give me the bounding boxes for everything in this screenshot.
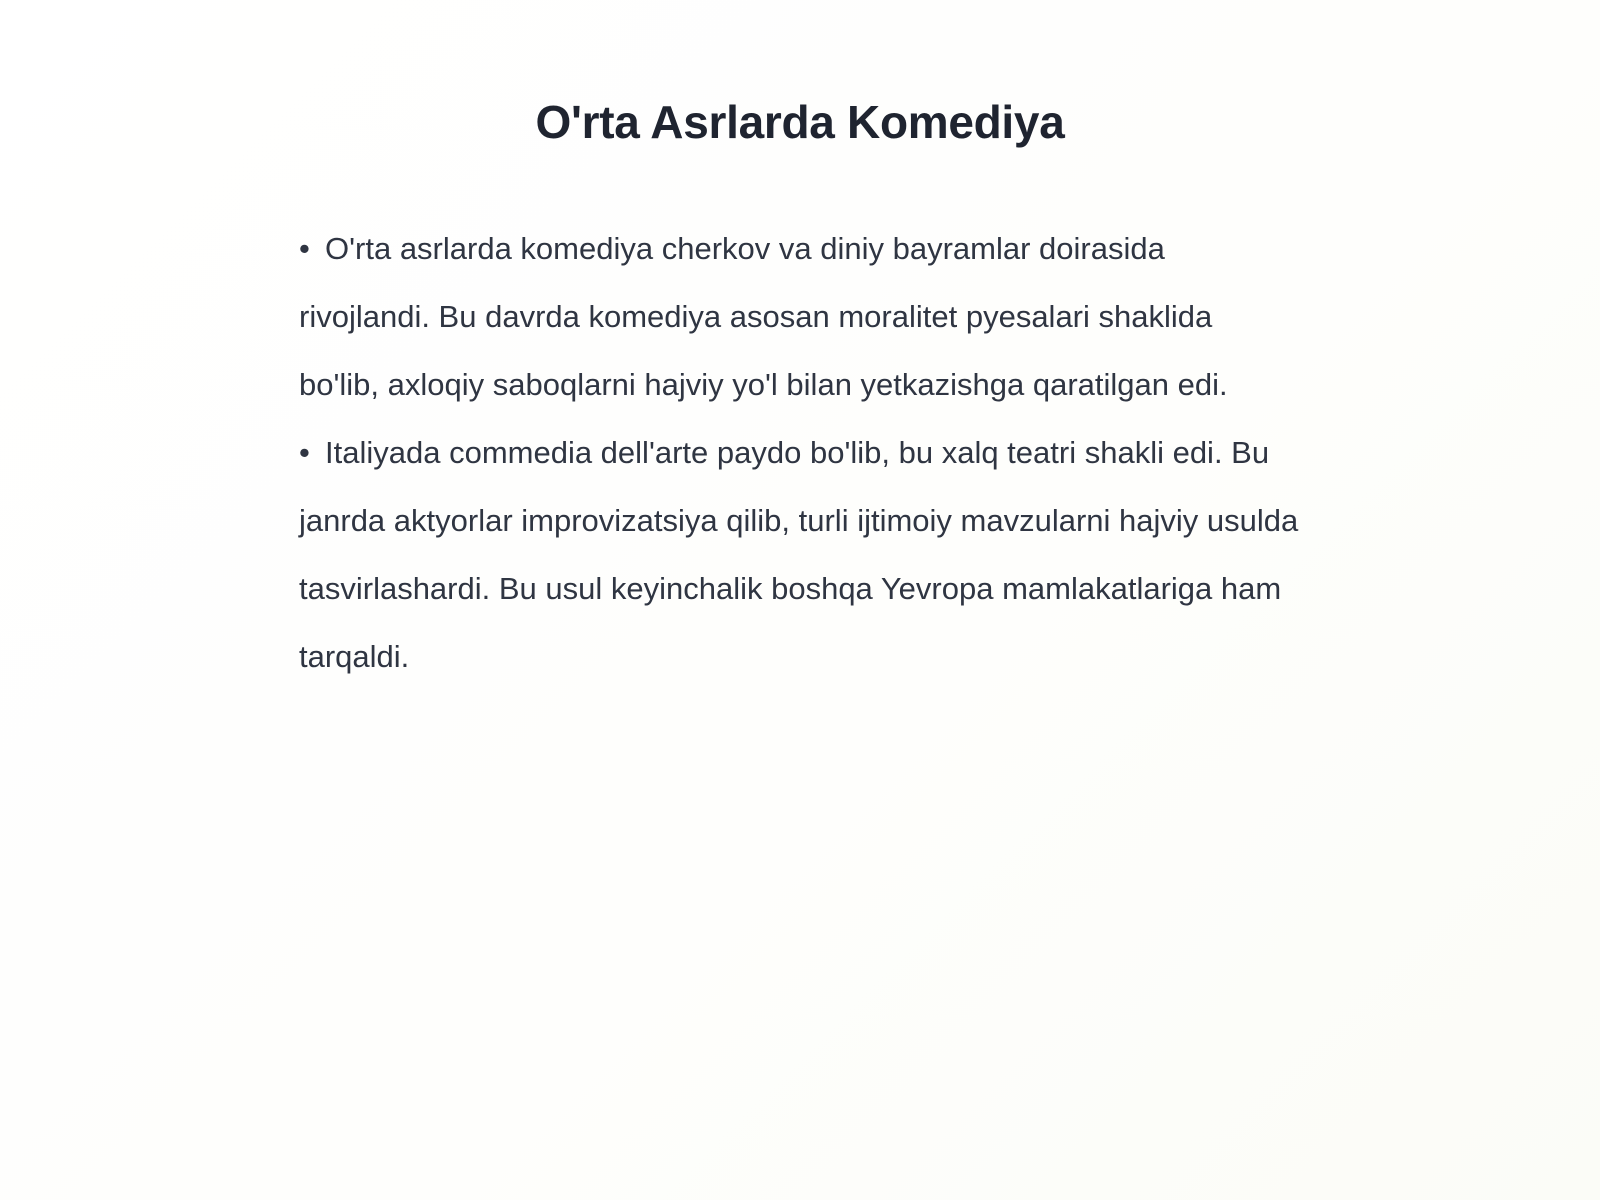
bullet-item [299, 215, 1299, 419]
bullet-list [299, 215, 1299, 691]
bullet-marker: • [299, 435, 310, 470]
slide-title: O'rta Asrlarda Komediya [535, 96, 1065, 148]
bullet-text: O'rta asrlarda komediya cherkov va diniy bayramlar doirasida rivojlandi. Bu davrda komediya asosan moralitet pyesalari shaklida bo'lib, axloqiy saboqlarni hajviy yo'l bilan yetkazishga qaratilgan edi. [299, 231, 1228, 402]
bullet-item [299, 419, 1299, 691]
bullet-text: Italiyada commedia dell'arte paydo bo'lib, bu xalq teatri shakli edi. Bu janrda aktyorlar improvizatsiya qilib, turli ijtimoiy mavzularni hajviy usulda tasvirlashardi. Bu usul keyinchalik boshqa Yevropa mamlakatlariga ham tarqaldi. [299, 435, 1299, 674]
bullet-marker: • [299, 231, 310, 266]
